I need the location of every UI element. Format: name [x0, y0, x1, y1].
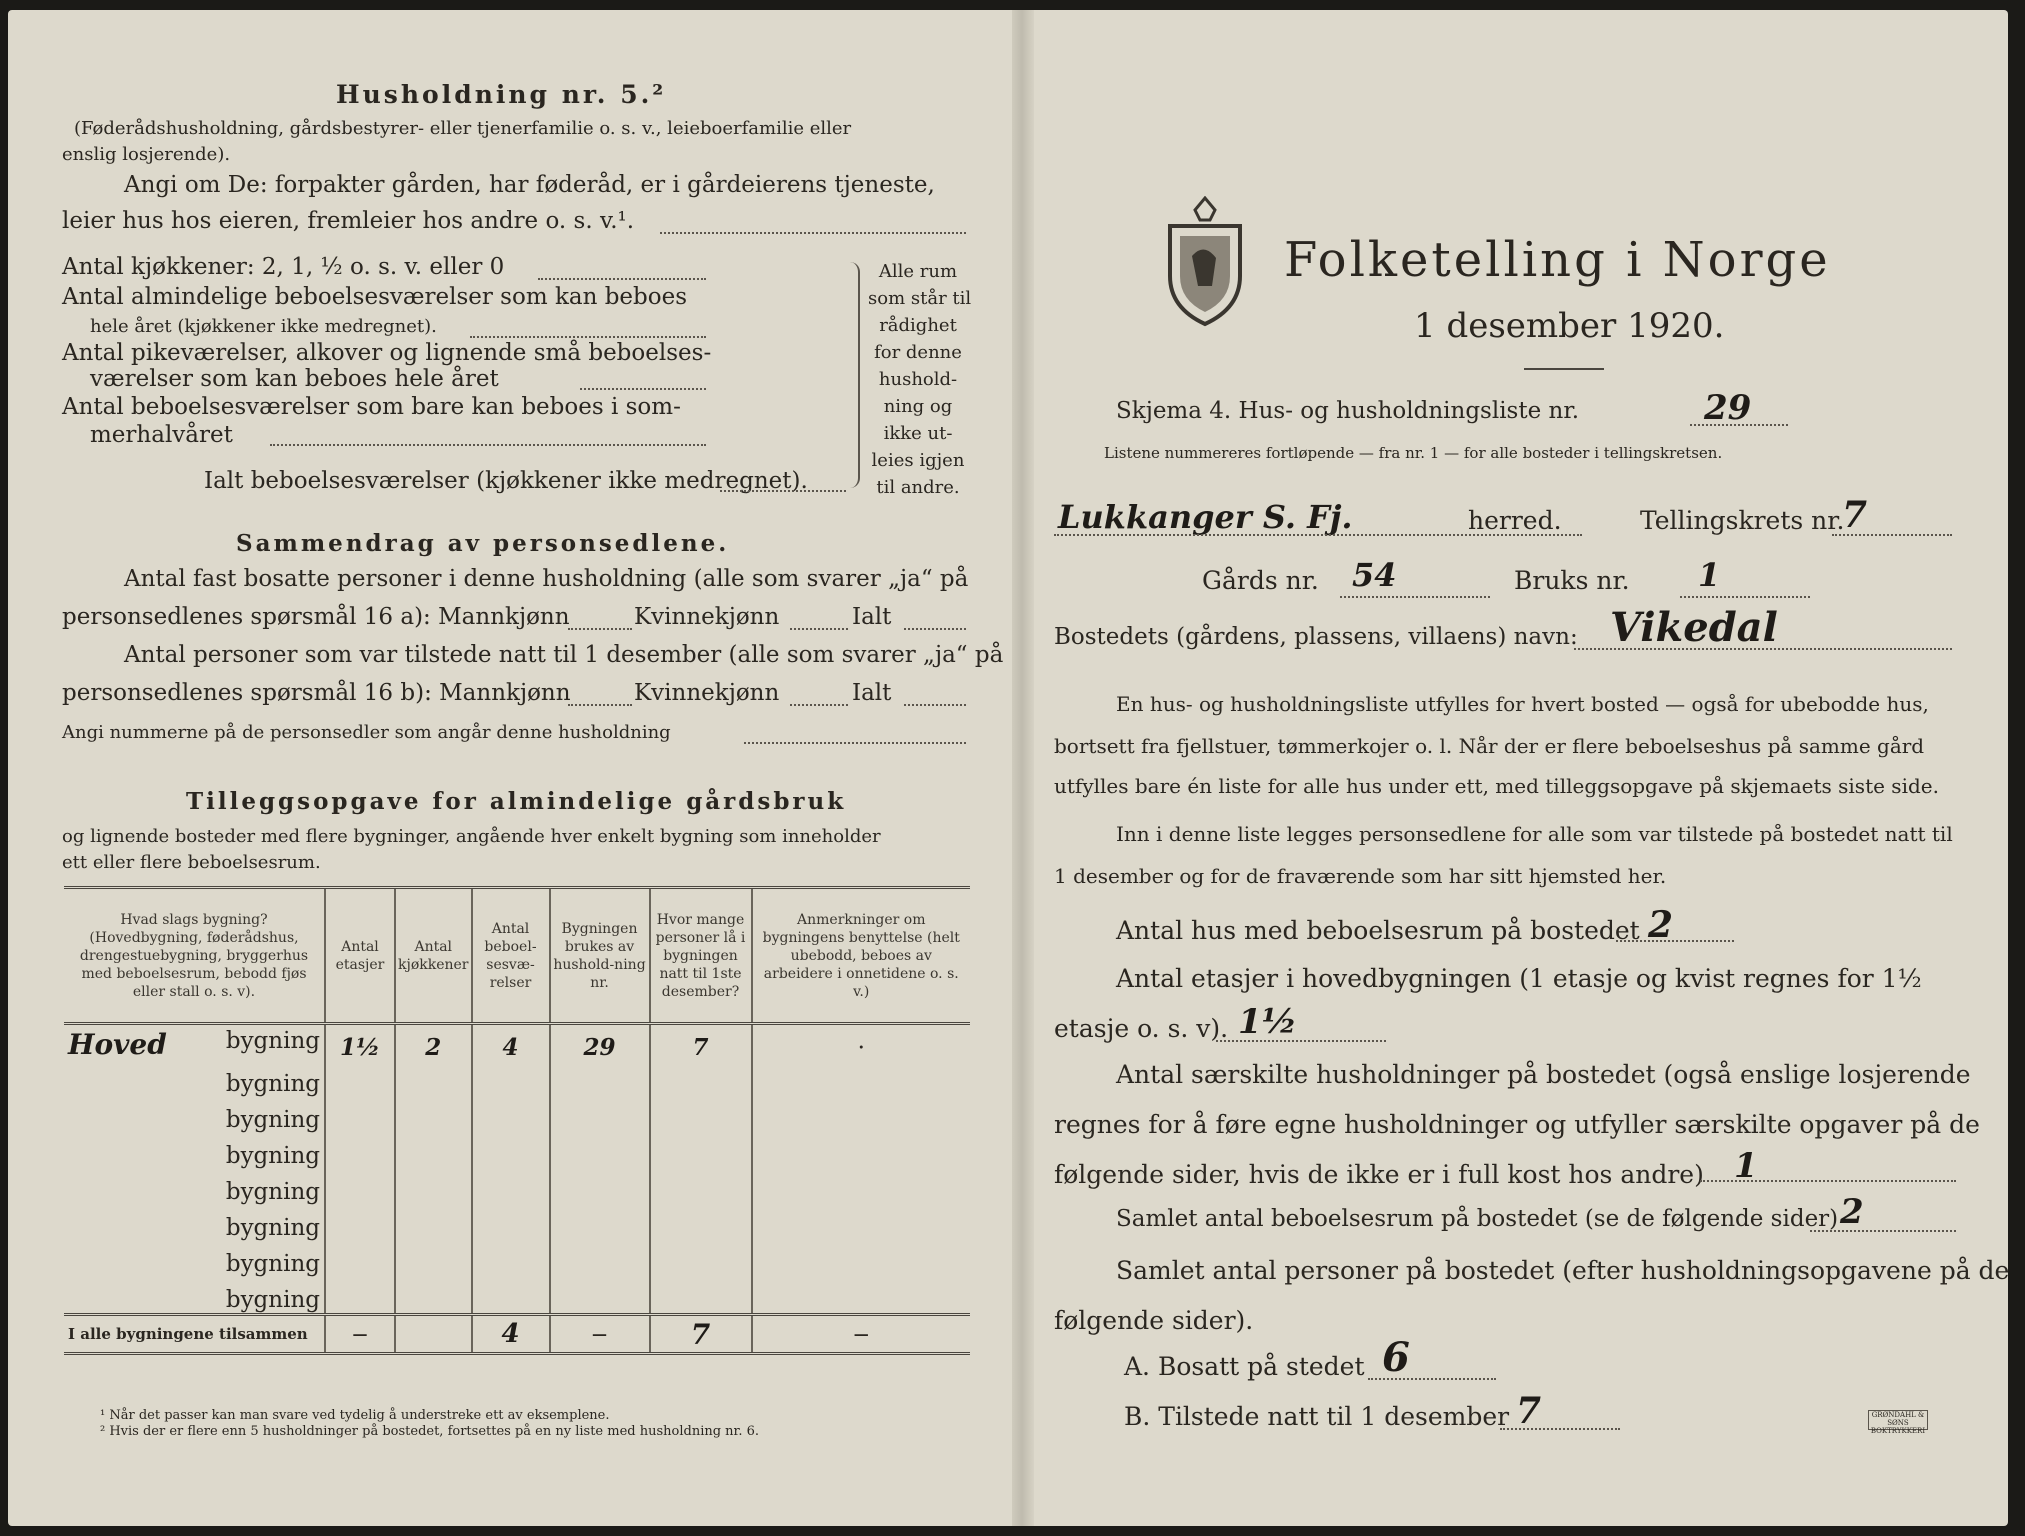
pike-line1: Antal pikeværelser, alkover og lignende små beboelses- [62, 340, 712, 366]
title-rule [1524, 368, 1604, 370]
row-kjokken [395, 1097, 472, 1133]
bosted-label: Bostedets (gårdens, plassens, villaens) navn: [1054, 624, 1578, 650]
skjema-label: Skjema 4. Hus- og husholdningsliste nr. [1116, 398, 1580, 424]
col-header-bygning: Hvad slags bygning? (Hovedbygning, føderådshus, drengestuebygning, bryggerhus med beboelsesrum, bebodd fjøs eller stall o. s. v). [79, 911, 309, 1000]
row-vaerelser [472, 1241, 550, 1277]
row-etasjer [325, 1061, 395, 1097]
brace-note-line: ning og [883, 396, 953, 417]
total-kjokken [395, 1315, 472, 1354]
row-husholdning [550, 1205, 650, 1241]
etasjer-value: 1½ [1238, 1002, 1298, 1042]
hus-value: 2 [1648, 904, 1674, 946]
sark-value: 1 [1734, 1146, 1758, 1186]
row-type: bygning [225, 1071, 320, 1097]
krets-fill [1832, 534, 1952, 536]
samlet-rum-fill [1810, 1230, 1956, 1232]
row-kjokken [395, 1277, 472, 1315]
row-husholdning [550, 1133, 650, 1169]
row-vaerelser [472, 1277, 550, 1315]
table-row [64, 1241, 970, 1277]
etasjer-fill [1216, 1040, 1386, 1042]
col-header-anmerkninger: Anmerkninger om bygningens benyttelse (helt ubebodd, beboes av arbeidere i onnetidene o. s. v.) [752, 888, 971, 1024]
bruks-label: Bruks nr. [1514, 566, 1630, 595]
etasjer-line1: Antal etasjer i hovedbygningen (1 etasje og kvist regnes for 1½ [1116, 964, 1922, 993]
row-anmerkning [752, 1241, 971, 1277]
row-type: bygning [225, 1107, 320, 1133]
col-header-vaerelser: Antal beboel-sesvæ-relser [472, 888, 550, 1024]
herred-value: Lukkanger S. Fj. [1058, 498, 1353, 536]
brace-note-line: Alle rum [878, 261, 958, 282]
til-kvinne-label: Kvinnekjønn [634, 680, 780, 706]
alm-fill [470, 336, 706, 338]
brace-note-line: for denne [874, 342, 962, 363]
kjokken-label: Antal kjøkkener: 2, 1, ½ o. s. v. eller 0 [62, 254, 505, 280]
row-anmerkning [752, 1169, 971, 1205]
inn-line1: Inn i denne liste legges personsedlene for alle som var tilstede på bostedet natt til [1116, 822, 1953, 846]
til-ialt-label: Ialt [852, 680, 892, 706]
row-personer [650, 1169, 752, 1205]
row-husholdning [550, 1277, 650, 1315]
building-table [64, 886, 970, 1355]
sammendrag-heading: Sammendrag av personsedlene. [236, 530, 730, 557]
fast-kvinne-fill [790, 628, 848, 630]
gards-value: 54 [1352, 556, 1397, 594]
angi-line1: Angi om De: forpakter gården, har føderåd, er i gårdeierens tjeneste, [124, 172, 935, 198]
brace-note-line: som står til [868, 288, 972, 309]
angi-fill-line [660, 232, 966, 234]
som-line2: merhalvåret [90, 422, 233, 448]
row-etasjer [325, 1241, 395, 1277]
row-etasjer [325, 1169, 395, 1205]
row-husholdning [550, 1097, 650, 1133]
row-vaerelser [472, 1169, 550, 1205]
til-mann-fill [568, 704, 632, 706]
fast-kvinne-label: Kvinnekjønn [634, 604, 780, 630]
herred-label: herred. [1468, 506, 1562, 535]
nummer-fill [744, 742, 966, 744]
row-name-handwritten: Hoved [68, 1028, 167, 1061]
skjema-fill [1690, 424, 1788, 426]
pike-fill [580, 388, 706, 390]
row-personer [650, 1097, 752, 1133]
row-etasjer [325, 1133, 395, 1169]
row-etasjer: 1½ [325, 1024, 395, 1062]
table-row [64, 1205, 970, 1241]
row-vaerelser [472, 1097, 550, 1133]
hus-label: Antal hus med beboelsesrum på bostedet [1116, 916, 1640, 945]
alm-line2: hele året (kjøkkener ikke medregnet). [90, 316, 437, 337]
nummer-label: Angi nummerne på de personsedler som angår denne husholdning [62, 722, 671, 743]
bruks-fill [1680, 596, 1810, 598]
som-fill [270, 444, 706, 446]
row-type: bygning [225, 1179, 320, 1205]
row-personer [650, 1241, 752, 1277]
til-line2: personsedlenes spørsmål 16 b): Mannkjønn [62, 680, 571, 706]
row-husholdning: 29 [550, 1024, 650, 1062]
row-vaerelser [472, 1133, 550, 1169]
brace-note-line: til andre. [876, 477, 960, 498]
col-header-kjokken: Antal kjøkkener [395, 888, 472, 1024]
table-row [64, 1097, 970, 1133]
row-type: bygning [225, 1287, 320, 1313]
krets-value: 7 [1842, 494, 1868, 536]
fast-line1: Antal fast bosatte personer i denne husholdning (alle som svarer „ja“ på [124, 566, 969, 592]
inn-line2: 1 desember og for de fraværende som har sitt hjemsted her. [1054, 864, 1667, 888]
brace-note [868, 258, 972, 501]
table-row [64, 1061, 970, 1097]
household-intro-line1: (Føderådshusholdning, gårdsbestyrer- eller tjenerfamilie o. s. v., leieboerfamilie eller [74, 118, 852, 139]
til-ialt-fill [904, 704, 966, 706]
row-vaerelser [472, 1061, 550, 1097]
footnote-1: ¹ Når det passer kan man svare ved tydelig å understreke ett av eksemplene. [100, 1408, 610, 1423]
fast-ialt-label: Ialt [852, 604, 892, 630]
tillegg-line2: ett eller flere beboelsesrum. [62, 852, 321, 873]
brace-note-line: ikke ut- [883, 423, 953, 444]
gards-label: Gårds nr. [1202, 566, 1319, 595]
row-type: bygning [225, 1251, 320, 1277]
table-row [64, 1133, 970, 1169]
sark-line3: følgende sider, hvis de ikke er i full kost hos andre) [1054, 1160, 1704, 1189]
total-vaerelser: 4 [472, 1315, 550, 1354]
tillegg-line1: og lignende bosteder med flere bygninger, angående hver enkelt bygning som inneholder [62, 826, 881, 847]
total-label: I alle bygningene tilsammen [68, 1325, 308, 1343]
tilstede-label: B. Tilstede natt til 1 desember [1124, 1402, 1510, 1431]
row-anmerkning [752, 1133, 971, 1169]
table-total-row [64, 1315, 970, 1354]
gards-fill [1340, 596, 1490, 598]
fast-mann-fill [568, 628, 632, 630]
row-personer [650, 1061, 752, 1097]
row-kjokken [395, 1205, 472, 1241]
row-type [64, 1024, 325, 1062]
row-kjokken: 2 [395, 1024, 472, 1062]
row-vaerelser [472, 1205, 550, 1241]
bosted-value: Vikedal [1610, 604, 1778, 651]
bosatt-label: A. Bosatt på stedet [1124, 1352, 1365, 1381]
page-fold [1012, 10, 1034, 1526]
footnote-2: ² Hvis der er flere enn 5 husholdninger på bostedet, fortsettes på en ny liste med husholdning nr. 6. [100, 1424, 760, 1439]
printer-stamp: GRØNDAHL & SØNS BOKTRYKKERI [1868, 1410, 1928, 1430]
skjema-number: 29 [1704, 388, 1752, 428]
row-etasjer [325, 1097, 395, 1133]
household-intro-line2: enslig losjerende). [62, 144, 231, 165]
row-anmerkning [752, 1097, 971, 1133]
brace-bracket [846, 262, 860, 488]
row-anmerkning [752, 1205, 971, 1241]
alm-line1: Antal almindelige beboelsesværelser som kan beboes [62, 284, 688, 310]
coat-of-arms-icon [1162, 196, 1248, 328]
row-husholdning [550, 1241, 650, 1277]
ialt-fill [720, 490, 846, 492]
samlet-pers-line1: Samlet antal personer på bostedet (efter husholdningsopgavene på de [1116, 1256, 2010, 1285]
sark-line2: regnes for å føre egne husholdninger og utfyller særskilte opgaver på de [1054, 1110, 1980, 1139]
col-header-husholdning: Bygningen brukes av hushold-ning nr. [550, 888, 650, 1024]
col-header-personer: Hvor mange personer lå i bygningen natt til 1ste desember? [650, 888, 752, 1024]
samlet-rum-value: 2 [1840, 1192, 1864, 1232]
row-etasjer [325, 1277, 395, 1315]
pike-line2: værelser som kan beboes hele året [90, 366, 499, 392]
household-title: Husholdning nr. 5.² [336, 80, 667, 109]
brace-note-line: rådighet [879, 315, 957, 336]
tillegg-heading: Tilleggsopgave for almindelige gårdsbruk [186, 788, 847, 815]
til-line1: Antal personer som var tilstede natt til 1 desember (alle som svarer „ja“ på [124, 642, 1004, 668]
total-personer: 7 [650, 1315, 752, 1354]
row-suffix: bygning [225, 1028, 320, 1054]
angi-line2: leier hus hos eieren, fremleier hos andre o. s. v.¹. [62, 208, 635, 234]
ialt-label: Ialt beboelsesværelser (kjøkkener ikke medregnet). [204, 468, 808, 494]
table-row [64, 1277, 970, 1315]
total-anmerkning: — [752, 1315, 971, 1354]
fast-line2: personsedlenes spørsmål 16 a): Mannkjønn [62, 604, 570, 630]
bruks-value: 1 [1698, 556, 1721, 594]
census-date: 1 desember 1920. [1414, 306, 1725, 346]
row-kjokken [395, 1241, 472, 1277]
krets-label: Tellingskrets nr. [1640, 506, 1845, 535]
brace-note-line: hushold- [878, 369, 958, 390]
row-etasjer [325, 1205, 395, 1241]
listene-note: Listene nummereres fortløpende — fra nr. 1 — for alle bosteder i tellingskretsen. [1104, 444, 1723, 462]
sark-line1: Antal særskilte husholdninger på bostedet (også enslige losjerende [1116, 1060, 1971, 1089]
fast-ialt-fill [904, 628, 966, 630]
kjokken-fill [538, 278, 706, 280]
etasjer-line2: etasje o. s. v). [1054, 1014, 1229, 1043]
hus-fill [1616, 940, 1734, 942]
row-husholdning [550, 1061, 650, 1097]
row-kjokken [395, 1133, 472, 1169]
til-kvinne-fill [790, 704, 848, 706]
brace-note-line: leies igjen [871, 450, 965, 471]
row-husholdning [550, 1169, 650, 1205]
row-anmerkning [752, 1277, 971, 1315]
table-row [64, 1169, 970, 1205]
total-husholdning: — [550, 1315, 650, 1354]
row-kjokken [395, 1169, 472, 1205]
tilstede-fill [1500, 1428, 1620, 1430]
bosatt-fill [1368, 1378, 1496, 1380]
sark-fill [1700, 1180, 1956, 1182]
som-line1: Antal beboelsesværelser som bare kan beboes i som- [62, 394, 681, 420]
row-anmerkning: · [752, 1024, 971, 1062]
en-line2: bortsett fra fjellstuer, tømmerkojer o. l. Når der er flere beboelseshus på samme gård [1054, 734, 1925, 758]
row-type: bygning [225, 1143, 320, 1169]
col-header-etasjer: Antal etasjer [325, 888, 395, 1024]
samlet-pers-line2: følgende sider). [1054, 1306, 1254, 1335]
bosatt-value: 6 [1382, 1334, 1410, 1381]
row-personer [650, 1133, 752, 1169]
row-personer: 7 [650, 1024, 752, 1062]
bosted-fill [1574, 648, 1952, 650]
tilstede-value: 7 [1516, 1390, 1542, 1432]
row-anmerkning [752, 1061, 971, 1097]
samlet-rum-label: Samlet antal beboelsesrum på bostedet (se de følgende sider) [1116, 1206, 1839, 1232]
row-type: bygning [225, 1215, 320, 1241]
en-line3: utfylles bare én liste for alle hus under ett, med tilleggsopgave på skjemaets siste side. [1054, 774, 1939, 798]
table-row [64, 1024, 970, 1062]
row-kjokken [395, 1061, 472, 1097]
row-personer [650, 1277, 752, 1315]
en-line1: En hus- og husholdningsliste utfylles for hvert bosted — også for ubebodde hus, [1116, 692, 1929, 716]
census-title: Folketelling i Norge [1284, 232, 1831, 288]
row-personer [650, 1205, 752, 1241]
total-etasjer: — [325, 1315, 395, 1354]
row-vaerelser: 4 [472, 1024, 550, 1062]
